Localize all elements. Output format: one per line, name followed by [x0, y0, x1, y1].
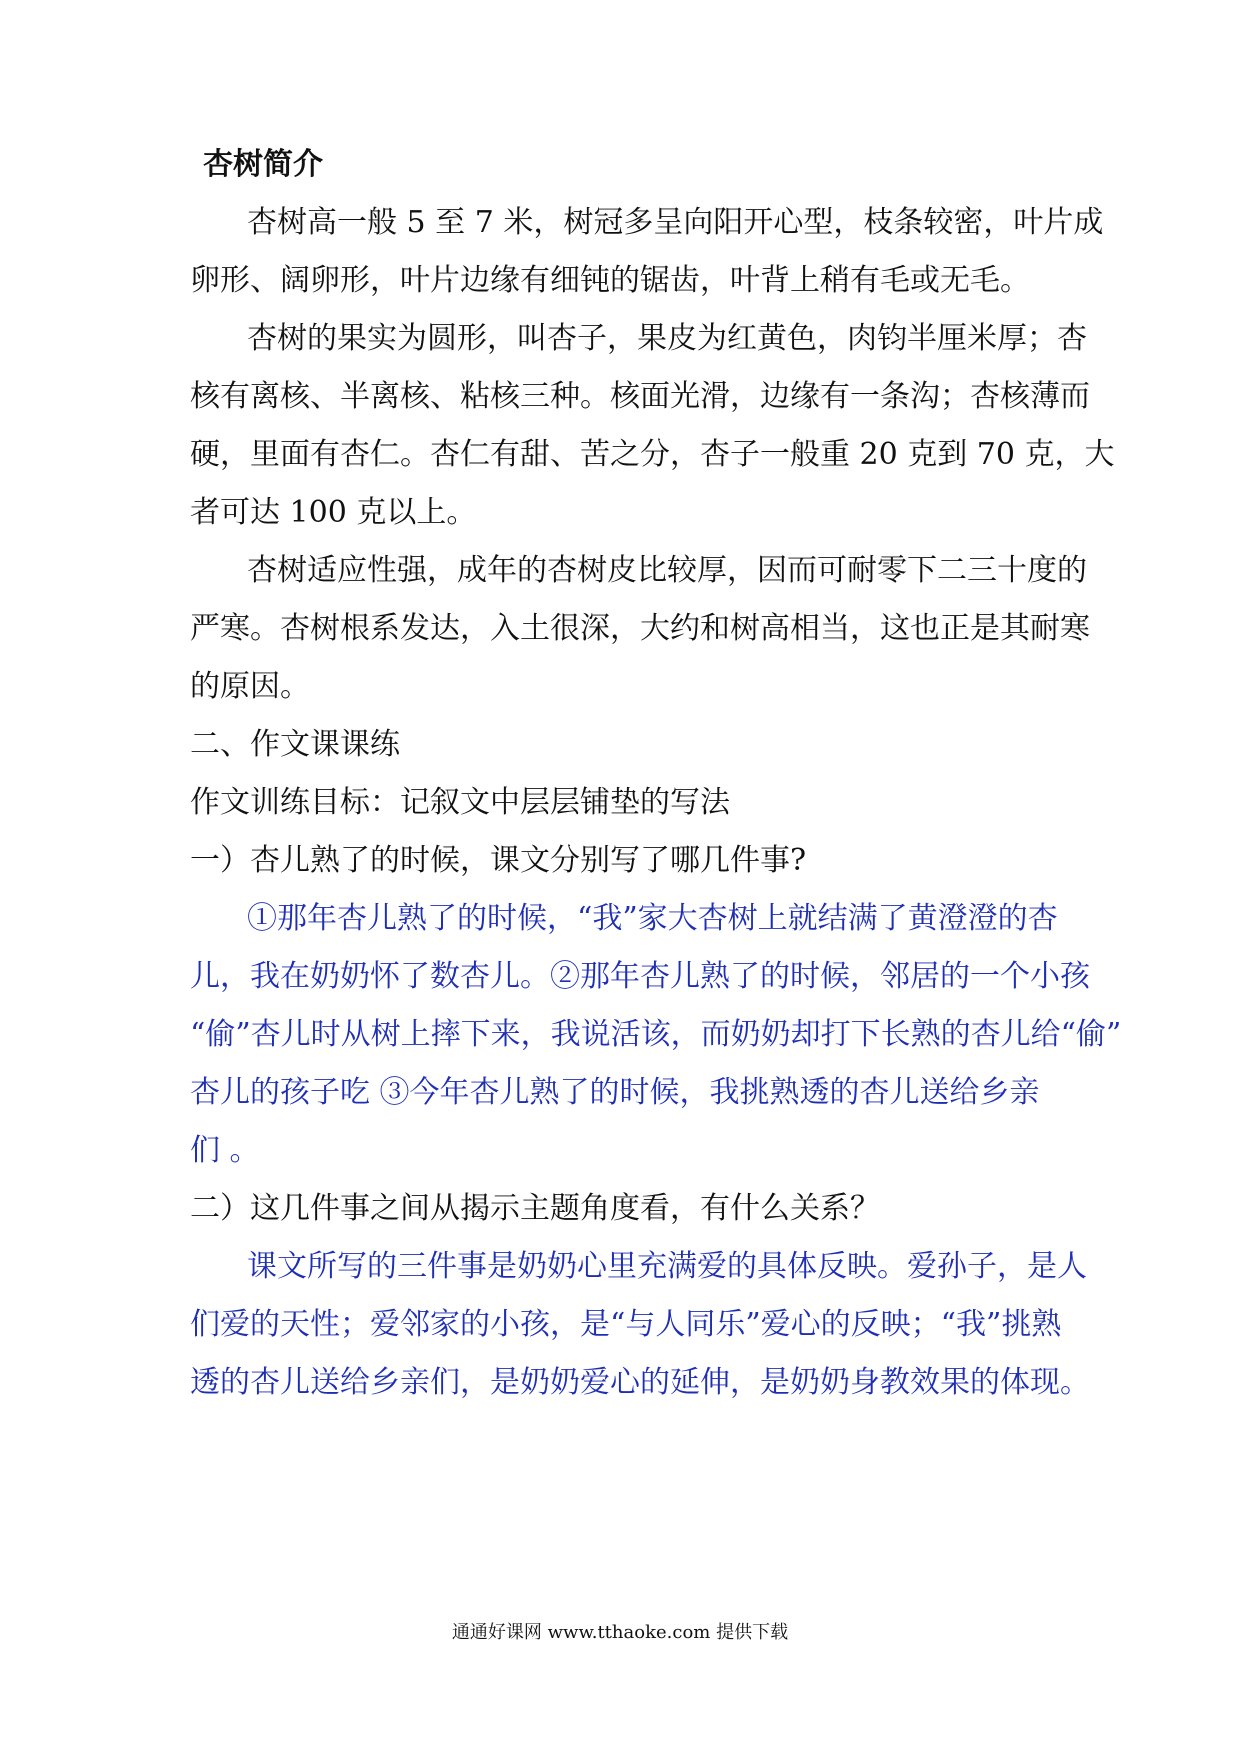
paragraph-2-line-4: 者可达 100 克以上。: [190, 495, 477, 530]
answer-2-line-2: 们爱的天性；爱邻家的小孩，是“与人同乐”爱心的反映；“我”挑熟: [190, 1307, 1062, 1342]
question-1: 一）杏儿熟了的时候，课文分别写了哪几件事?: [190, 843, 807, 878]
paragraph-2-line-2: 核有离核、半离核、粘核三种。核面光滑，边缘有一条沟；杏核薄而: [190, 379, 1090, 414]
paragraph-3-line-2: 严寒。杏树根系发达，入土很深，大约和树高相当，这也正是其耐寒: [190, 611, 1090, 646]
section-heading: 二、作文课课练: [190, 727, 400, 762]
answer-1-line-1: ①那年杏儿熟了的时候，“我”家大杏树上就结满了黄澄澄的杏: [247, 901, 1058, 936]
answer-2-line-3: 透的杏儿送给乡亲们，是奶奶爱心的延伸，是奶奶身教效果的体现。: [190, 1365, 1090, 1400]
answer-1-line-5: 们 。: [190, 1133, 260, 1168]
answer-1-line-3: “偷”杏儿时从树上摔下来，我说活该，而奶奶却打下长熟的杏儿给“偷”: [190, 1017, 1122, 1052]
page-title: 杏树简介: [203, 147, 323, 182]
answer-1-line-4: 杏儿的孩子吃 ③今年杏儿熟了的时候，我挑熟透的杏儿送给乡亲: [190, 1075, 1040, 1110]
paragraph-2-line-1: 杏树的果实为圆形，叫杏子，果皮为红黄色，肉钧半厘米厚；杏: [247, 321, 1087, 356]
question-2: 二）这几件事之间从揭示主题角度看，有什么关系？: [190, 1191, 880, 1226]
paragraph-3-line-1: 杏树适应性强，成年的杏树皮比较厚，因而可耐零下二三十度的: [247, 553, 1087, 588]
paragraph-1-line-2: 卵形、阔卵形，叶片边缘有细钝的锯齿，叶背上稍有毛或无毛。: [190, 263, 1030, 298]
paragraph-3-line-3: 的原因。: [190, 669, 310, 704]
answer-2-line-1: 课文所写的三件事是奶奶心里充满爱的具体反映。爱孙子，是人: [247, 1249, 1087, 1284]
paragraph-1-line-1: 杏树高一般 5 至 7 米，树冠多呈向阳开心型，枝条较密，叶片成: [247, 205, 1104, 240]
page-footer: 通通好课网 www.tthaoke.com 提供下载: [451, 1622, 789, 1643]
paragraph-2-line-3: 硬，里面有杏仁。杏仁有甜、苦之分，杏子一般重 20 克到 70 克，大: [190, 437, 1115, 472]
answer-1-line-2: 儿，我在奶奶怀了数杏儿。②那年杏儿熟了的时候，邻居的一个小孩: [190, 959, 1090, 994]
training-goal: 作文训练目标：记叙文中层层铺垫的写法: [190, 785, 730, 820]
